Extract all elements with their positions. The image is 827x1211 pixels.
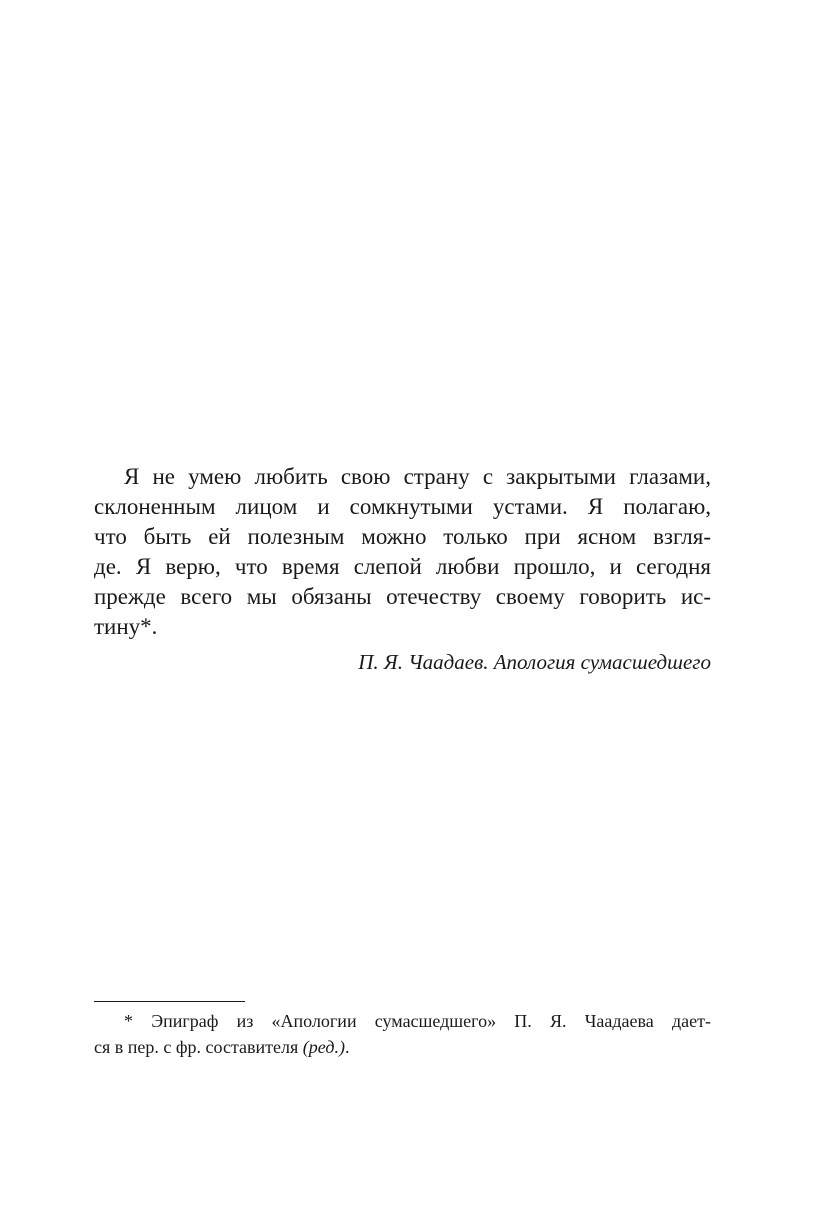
footnote-period: . [344, 1037, 350, 1057]
epigraph-line: что быть ей полезным можно только при ясном взгля- [94, 524, 711, 549]
epigraph-line: склоненным лицом и сомкнутыми устами. Я полагаю, [94, 494, 711, 519]
epigraph-line: Я не умею любить свою страну с закрытыми глазами, [124, 464, 711, 489]
footnote-divider [94, 1001, 245, 1002]
epigraph-quote [94, 462, 711, 642]
epigraph-attribution: П. Я. Чаадаев. Апология сумасшедшего [358, 650, 711, 674]
footnote [94, 1008, 711, 1060]
epigraph-line: тину*. [94, 614, 158, 639]
footnote-line [94, 1034, 711, 1060]
editor-note: (ред.) [302, 1037, 345, 1057]
epigraph-line: де. Я верю, что время слепой любви прошло, и сегодня [94, 554, 711, 579]
footnote-text: ся в пер. с фр. составителя [94, 1037, 303, 1057]
epigraph-line: прежде всего мы обязаны отечеству своему говорить ис- [94, 584, 711, 609]
footnote-line: * Эпиграф из «Апологии сумасшедшего» П. Я. Чаадаева дает- [124, 1011, 711, 1031]
